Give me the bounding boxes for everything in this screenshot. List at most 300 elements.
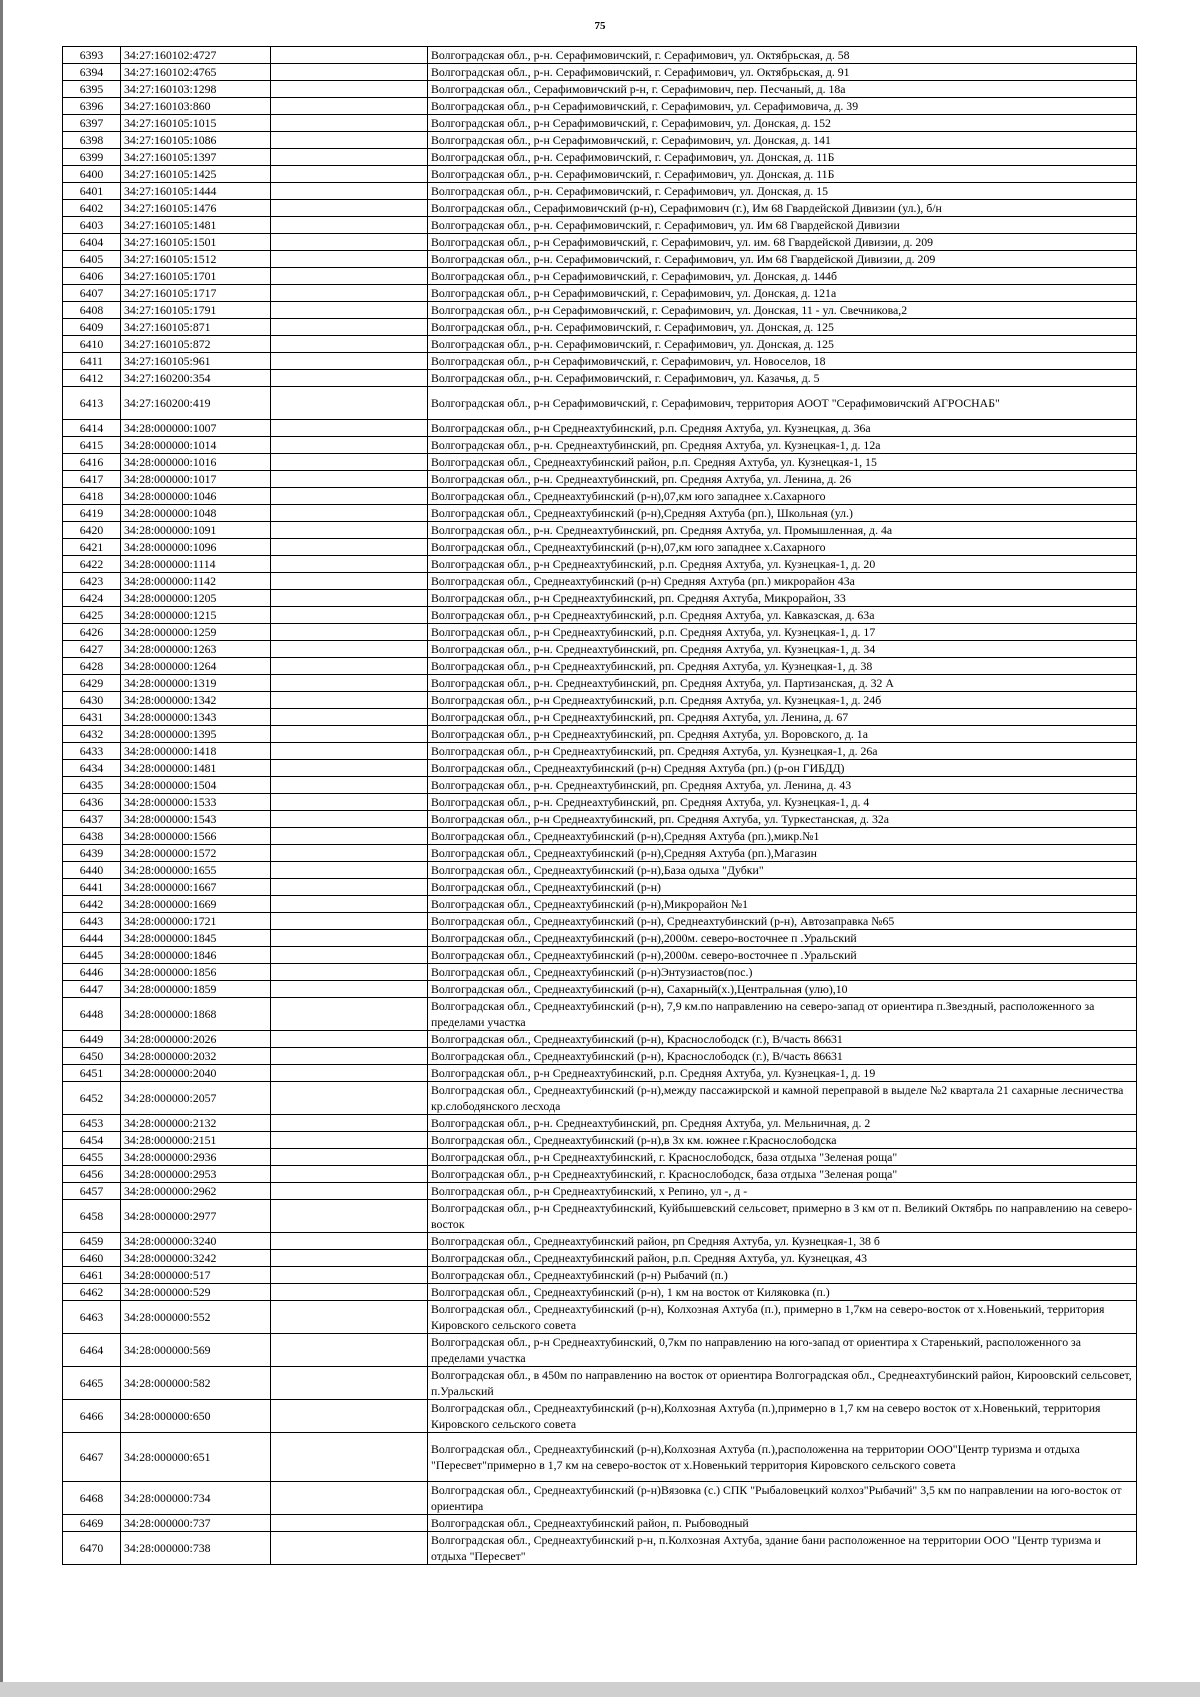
empty-cell: [271, 1183, 428, 1200]
table-row: [63, 709, 1137, 726]
empty-cell: [271, 522, 428, 539]
address-cell: Волгоградская обл., р-н. Серафимовичский, г. Серафимович, ул. Казачья, д. 5: [428, 370, 1137, 387]
address-cell: Волгоградская обл., р-н Серафимовичский, г. Серафимович, ул. Донская, д. 121а: [428, 285, 1137, 302]
row-number-cell: 6430: [63, 692, 121, 709]
empty-cell: [271, 1132, 428, 1149]
table-row: [63, 981, 1137, 998]
cadastral-number-cell: 34:28:000000:1572: [121, 845, 271, 862]
row-number-cell: 6432: [63, 726, 121, 743]
row-number-cell: 6429: [63, 675, 121, 692]
scan-bottom-edge: [0, 1682, 1200, 1697]
cadastral-number-cell: 34:27:160105:1791: [121, 302, 271, 319]
empty-cell: [271, 1200, 428, 1233]
empty-cell: [271, 200, 428, 217]
row-number-cell: 6456: [63, 1166, 121, 1183]
cadastral-number-cell: 34:27:160200:419: [121, 387, 271, 420]
empty-cell: [271, 777, 428, 794]
address-cell: Волгоградская обл., Среднеахтубинский район, п. Рыбоводный: [428, 1515, 1137, 1532]
row-number-cell: 6445: [63, 947, 121, 964]
address-cell: Волгоградская обл., Среднеахтубинский (р-н), 7,9 км.по направлению на северо-запад от ориентира п.Звездный, расположенного за пределами участка: [428, 998, 1137, 1031]
row-number-cell: 6396: [63, 98, 121, 115]
empty-cell: [271, 98, 428, 115]
empty-cell: [271, 862, 428, 879]
empty-cell: [271, 794, 428, 811]
empty-cell: [271, 1400, 428, 1433]
empty-cell: [271, 845, 428, 862]
empty-cell: [271, 1149, 428, 1166]
empty-cell: [271, 1284, 428, 1301]
empty-cell: [271, 624, 428, 641]
row-number-cell: 6415: [63, 437, 121, 454]
address-cell: Волгоградская обл., р-н Серафимовичский, г. Серафимович, территория АООТ "Серафимовичский АГРОСНАБ": [428, 387, 1137, 420]
empty-cell: [271, 743, 428, 760]
table-row: [63, 1367, 1137, 1400]
cadastral-number-cell: 34:27:160105:1476: [121, 200, 271, 217]
row-number-cell: 6469: [63, 1515, 121, 1532]
empty-cell: [271, 1065, 428, 1082]
address-cell: Волгоградская обл., Серафимовичский (р-н), Серафимович (г.), Им 68 Гвардейской Дивизии (ул.), б/н: [428, 200, 1137, 217]
table-row: [63, 777, 1137, 794]
table-row: [63, 1233, 1137, 1250]
address-cell: Волгоградская обл., р-н. Серафимовичский, г. Серафимович, ул. Донская, д. 11Б: [428, 166, 1137, 183]
row-number-cell: 6442: [63, 896, 121, 913]
table-row: [63, 488, 1137, 505]
empty-cell: [271, 607, 428, 624]
cadastral-number-cell: 34:28:000000:1418: [121, 743, 271, 760]
empty-cell: [271, 1482, 428, 1515]
cadastral-number-cell: 34:28:000000:1048: [121, 505, 271, 522]
empty-cell: [271, 1433, 428, 1482]
empty-cell: [271, 981, 428, 998]
address-cell: Волгоградская обл., Среднеахтубинский (р-н),07,км юго западнее х.Сахарного: [428, 488, 1137, 505]
table-row: [63, 387, 1137, 420]
cadastral-number-cell: 34:28:000000:1504: [121, 777, 271, 794]
row-number-cell: 6468: [63, 1482, 121, 1515]
address-cell: Волгоградская обл., р-н Среднеахтубинский, Куйбышевский сельсовет, примерно в 3 км от п. Великий Октябрь по направлению на северо-восток: [428, 1200, 1137, 1233]
row-number-cell: 6455: [63, 1149, 121, 1166]
empty-cell: [271, 675, 428, 692]
table-row: [63, 471, 1137, 488]
address-cell: Волгоградская обл., Среднеахтубинский (р-н),Колхозная Ахтуба (п.),примерно в 1,7 км на северо восток от х.Новенький, территория Кировского сельского совета: [428, 1400, 1137, 1433]
cadastral-number-cell: 34:28:000000:1264: [121, 658, 271, 675]
address-cell: Волгоградская обл., р-н. Среднеахтубинский, рп. Средняя Ахтуба, ул. Кузнецкая-1, д. 12а: [428, 437, 1137, 454]
row-number-cell: 6449: [63, 1031, 121, 1048]
cadastral-number-cell: 34:27:160105:1512: [121, 251, 271, 268]
table-row: [63, 930, 1137, 947]
row-number-cell: 6416: [63, 454, 121, 471]
address-cell: Волгоградская обл., р-н. Среднеахтубинский, рп. Средняя Ахтуба, ул. Ленина, д. 43: [428, 777, 1137, 794]
row-number-cell: 6428: [63, 658, 121, 675]
address-cell: Волгоградская обл., р-н Серафимовичский, г. Серафимович, ул. Донская, д. 152: [428, 115, 1137, 132]
address-cell: Волгоградская обл., Среднеахтубинский (р-н), Краснослободск (г.), В/часть 86631: [428, 1031, 1137, 1048]
address-cell: Волгоградская обл., Среднеахтубинский (р-н), Краснослободск (г.), В/часть 86631: [428, 1048, 1137, 1065]
empty-cell: [271, 1048, 428, 1065]
row-number-cell: 6401: [63, 183, 121, 200]
address-cell: Волгоградская обл., Среднеахтубинский (р-н)Вязовка (с.) СПК "Рыбаловецкий колхоз"Рыбачий" 3,5 км по направлении на юго-восток от ориентира: [428, 1482, 1137, 1515]
address-cell: Волгоградская обл., р-н. Серафимовичский, г. Серафимович, ул. Донская, д. 125: [428, 319, 1137, 336]
cadastral-number-cell: 34:27:160105:1717: [121, 285, 271, 302]
row-number-cell: 6426: [63, 624, 121, 641]
address-cell: Волгоградская обл., р-н Среднеахтубинский, г. Краснослободск, база отдыха "Зеленая роща": [428, 1149, 1137, 1166]
empty-cell: [271, 302, 428, 319]
table-row: [63, 115, 1137, 132]
empty-cell: [271, 166, 428, 183]
row-number-cell: 6408: [63, 302, 121, 319]
empty-cell: [271, 1233, 428, 1250]
cadastral-number-cell: 34:27:160105:872: [121, 336, 271, 353]
empty-cell: [271, 149, 428, 166]
row-number-cell: 6446: [63, 964, 121, 981]
row-number-cell: 6404: [63, 234, 121, 251]
table-row: [63, 251, 1137, 268]
address-cell: Волгоградская обл., р-н Среднеахтубинский, рп. Средняя Ахтуба, Микрорайон, 33: [428, 590, 1137, 607]
row-number-cell: 6418: [63, 488, 121, 505]
table-row: [63, 760, 1137, 777]
cadastral-number-cell: 34:28:000000:1007: [121, 420, 271, 437]
row-number-cell: 6405: [63, 251, 121, 268]
cadastral-number-cell: 34:28:000000:3242: [121, 1250, 271, 1267]
cadastral-number-cell: 34:28:000000:1655: [121, 862, 271, 879]
address-cell: Волгоградская обл., р-н Среднеахтубинский, р.п. Средняя Ахтуба, ул. Кузнецкая, д. 36а: [428, 420, 1137, 437]
table-row: [63, 98, 1137, 115]
address-cell: Волгоградская обл., р-н Среднеахтубинский, г. Краснослободск, база отдыха "Зеленая роща": [428, 1166, 1137, 1183]
address-cell: Волгоградская обл., р-н Среднеахтубинский, р.п. Средняя Ахтуба, ул. Кузнецкая-1, д. 24б: [428, 692, 1137, 709]
table-row: [63, 1433, 1137, 1482]
empty-cell: [271, 573, 428, 590]
cadastral-number-cell: 34:28:000000:651: [121, 1433, 271, 1482]
row-number-cell: 6463: [63, 1301, 121, 1334]
cadastral-number-cell: 34:28:000000:2151: [121, 1132, 271, 1149]
row-number-cell: 6434: [63, 760, 121, 777]
table-row: [63, 624, 1137, 641]
cadastral-number-cell: 34:27:160103:860: [121, 98, 271, 115]
table-row: [63, 1115, 1137, 1132]
row-number-cell: 6419: [63, 505, 121, 522]
address-cell: Волгоградская обл., р-н Среднеахтубинский, рп. Средняя Ахтуба, ул. Кузнецкая-1, д. 38: [428, 658, 1137, 675]
empty-cell: [271, 132, 428, 149]
table-row: [63, 879, 1137, 896]
address-cell: Волгоградская обл., р-н. Среднеахтубинский, рп. Средняя Ахтуба, ул. Партизанская, д. 32 А: [428, 675, 1137, 692]
cadastral-number-cell: 34:27:160105:1444: [121, 183, 271, 200]
address-cell: Волгоградская обл., р-н Среднеахтубинский, рп. Средняя Ахтуба, ул. Ленина, д. 67: [428, 709, 1137, 726]
empty-cell: [271, 590, 428, 607]
table-row: [63, 1250, 1137, 1267]
empty-cell: [271, 760, 428, 777]
empty-cell: [271, 879, 428, 896]
table-row: [63, 1400, 1137, 1433]
table-row: [63, 1267, 1137, 1284]
cadastral-number-cell: 34:28:000000:2032: [121, 1048, 271, 1065]
table-row: [63, 234, 1137, 251]
row-number-cell: 6425: [63, 607, 121, 624]
row-number-cell: 6414: [63, 420, 121, 437]
empty-cell: [271, 285, 428, 302]
row-number-cell: 6393: [63, 47, 121, 64]
empty-cell: [271, 913, 428, 930]
cadastral-number-cell: 34:28:000000:2953: [121, 1166, 271, 1183]
empty-cell: [271, 964, 428, 981]
table-row: [63, 539, 1137, 556]
address-cell: Волгоградская обл., Среднеахтубинский (р-н)Энтузиастов(пос.): [428, 964, 1137, 981]
table-row: [63, 420, 1137, 437]
cadastral-number-cell: 34:27:160105:1501: [121, 234, 271, 251]
address-cell: Волгоградская обл., Среднеахтубинский (р-н),Микрорайон №1: [428, 896, 1137, 913]
table-row: [63, 149, 1137, 166]
empty-cell: [271, 998, 428, 1031]
empty-cell: [271, 1166, 428, 1183]
empty-cell: [271, 81, 428, 98]
address-cell: Волгоградская обл., р-н. Среднеахтубинский, рп. Средняя Ахтуба, ул. Промышленная, д. 4а: [428, 522, 1137, 539]
empty-cell: [271, 556, 428, 573]
table-row: [63, 1031, 1137, 1048]
table-row: [63, 437, 1137, 454]
table-row: [63, 319, 1137, 336]
page-number: 75: [594, 20, 606, 32]
table-row: [63, 47, 1137, 64]
cadastral-number-cell: 34:27:160105:1425: [121, 166, 271, 183]
empty-cell: [271, 1367, 428, 1400]
table-row: [63, 573, 1137, 590]
cadastral-number-cell: 34:28:000000:1342: [121, 692, 271, 709]
row-number-cell: 6410: [63, 336, 121, 353]
row-number-cell: 6447: [63, 981, 121, 998]
address-cell: Волгоградская обл., Среднеахтубинский район, рп Средняя Ахтуба, ул. Кузнецкая-1, 38 б: [428, 1233, 1137, 1250]
row-number-cell: 6431: [63, 709, 121, 726]
cadastral-number-cell: 34:28:000000:1845: [121, 930, 271, 947]
row-number-cell: 6397: [63, 115, 121, 132]
address-cell: Волгоградская обл., р-н Серафимовичский, г. Серафимович, ул. Новоселов, 18: [428, 353, 1137, 370]
address-cell: Волгоградская обл., р-н Среднеахтубинский, р.п. Средняя Ахтуба, ул. Кузнецкая-1, д. 20: [428, 556, 1137, 573]
address-cell: Волгоградская обл., Среднеахтубинский (р-н),07,км юго западнее х.Сахарного: [428, 539, 1137, 556]
cadastral-number-cell: 34:28:000000:2936: [121, 1149, 271, 1166]
empty-cell: [271, 1250, 428, 1267]
empty-cell: [271, 1515, 428, 1532]
table-row: [63, 522, 1137, 539]
cadastral-number-cell: 34:28:000000:1859: [121, 981, 271, 998]
cadastral-number-cell: 34:28:000000:1016: [121, 454, 271, 471]
address-cell: Волгоградская обл., Серафимовичский р-н, г. Серафимович, пер. Песчаный, д. 18а: [428, 81, 1137, 98]
row-number-cell: 6400: [63, 166, 121, 183]
cadastral-number-cell: 34:28:000000:3240: [121, 1233, 271, 1250]
cadastral-number-cell: 34:28:000000:1721: [121, 913, 271, 930]
address-cell: Волгоградская обл., Среднеахтубинский р-н, п.Колхозная Ахтуба, здание бани расположенное на территории ООО "Центр туризма и отдыха "Пересвет": [428, 1532, 1137, 1565]
address-cell: Волгоградская обл., р-н Серафимовичский, г. Серафимович, ул. Донская, д. 144б: [428, 268, 1137, 285]
address-cell: Волгоградская обл., р-н Серафимовичский, г. Серафимович, ул. Донская, д. 141: [428, 132, 1137, 149]
address-cell: Волгоградская обл., р-н Среднеахтубинский, 0,7км по направлению на юго-запад от ориентира х Старенький, расположенного за пределами участка: [428, 1334, 1137, 1367]
table-row: [63, 505, 1137, 522]
cadastral-number-cell: 34:28:000000:1319: [121, 675, 271, 692]
row-number-cell: 6409: [63, 319, 121, 336]
empty-cell: [271, 1267, 428, 1284]
address-cell: Волгоградская обл., р-н Серафимовичский, г. Серафимович, ул. Серафимовича, д. 39: [428, 98, 1137, 115]
empty-cell: [271, 1115, 428, 1132]
row-number-cell: 6437: [63, 811, 121, 828]
row-number-cell: 6413: [63, 387, 121, 420]
empty-cell: [271, 47, 428, 64]
table-row: [63, 828, 1137, 845]
empty-cell: [271, 828, 428, 845]
row-number-cell: 6421: [63, 539, 121, 556]
empty-cell: [271, 930, 428, 947]
cadastral-number-cell: 34:28:000000:552: [121, 1301, 271, 1334]
address-cell: Волгоградская обл., Среднеахтубинский (р-н),База одыха "Дубки": [428, 862, 1137, 879]
table-row: [63, 845, 1137, 862]
empty-cell: [271, 505, 428, 522]
row-number-cell: 6465: [63, 1367, 121, 1400]
empty-cell: [271, 319, 428, 336]
cadastral-number-cell: 34:28:000000:1114: [121, 556, 271, 573]
scan-edge: [0, 0, 3, 1697]
row-number-cell: 6423: [63, 573, 121, 590]
address-cell: Волгоградская обл., р-н. Среднеахтубинский, рп. Средняя Ахтуба, ул. Кузнецкая-1, д. 4: [428, 794, 1137, 811]
empty-cell: [271, 268, 428, 285]
table-row: [63, 1284, 1137, 1301]
cadastral-number-cell: 34:27:160105:1701: [121, 268, 271, 285]
table-row: [63, 200, 1137, 217]
address-cell: Волгоградская обл., в 450м по направлению на восток от ориентира Волгоградская обл., Среднеахтубинский район, Кироовский сельсовет, п.Уральский: [428, 1367, 1137, 1400]
cadastral-number-cell: 34:27:160102:4727: [121, 47, 271, 64]
address-cell: Волгоградская обл., р-н Серафимовичский, г. Серафимович, ул. им. 68 Гвардейской Дивизии, д. 209: [428, 234, 1137, 251]
table-row: [63, 1166, 1137, 1183]
row-number-cell: 6466: [63, 1400, 121, 1433]
cadastral-number-cell: 34:27:160105:871: [121, 319, 271, 336]
empty-cell: [271, 811, 428, 828]
address-cell: Волгоградская обл., Среднеахтубинский (р-н),Средняя Ахтуба (рп.),микр.№1: [428, 828, 1137, 845]
table-row: [63, 641, 1137, 658]
row-number-cell: 6459: [63, 1233, 121, 1250]
table-row: [63, 285, 1137, 302]
cadastral-number-cell: 34:28:000000:1481: [121, 760, 271, 777]
table-row: [63, 947, 1137, 964]
table-row: [63, 217, 1137, 234]
cadastral-number-cell: 34:27:160105:961: [121, 353, 271, 370]
address-cell: Волгоградская обл., Среднеахтубинский (р-н),2000м. северо-восточнее п .Уральский: [428, 947, 1137, 964]
empty-cell: [271, 420, 428, 437]
empty-cell: [271, 658, 428, 675]
table-row: [63, 607, 1137, 624]
row-number-cell: 6467: [63, 1433, 121, 1482]
row-number-cell: 6439: [63, 845, 121, 862]
cadastral-number-cell: 34:28:000000:517: [121, 1267, 271, 1284]
empty-cell: [271, 454, 428, 471]
cadastral-number-cell: 34:28:000000:1533: [121, 794, 271, 811]
table-row: [63, 1082, 1137, 1115]
cadastral-number-cell: 34:28:000000:529: [121, 1284, 271, 1301]
row-number-cell: 6412: [63, 370, 121, 387]
row-number-cell: 6407: [63, 285, 121, 302]
cadastral-number-cell: 34:28:000000:2040: [121, 1065, 271, 1082]
empty-cell: [271, 1334, 428, 1367]
cadastral-number-cell: 34:28:000000:1259: [121, 624, 271, 641]
table-row: [63, 1200, 1137, 1233]
address-cell: Волгоградская обл., Среднеахтубинский (р-н), Колхозная Ахтуба (п.), примерно в 1,7км на северо-восток от х.Новенький, территория Кировского сельского совета: [428, 1301, 1137, 1334]
cadastral-number-cell: 34:28:000000:650: [121, 1400, 271, 1433]
cadastral-number-cell: 34:28:000000:2962: [121, 1183, 271, 1200]
row-number-cell: 6399: [63, 149, 121, 166]
address-cell: Волгоградская обл., р-н. Серафимовичский, г. Серафимович, ул. Донская, д. 11Б: [428, 149, 1137, 166]
cadastral-number-cell: 34:28:000000:1046: [121, 488, 271, 505]
address-cell: Волгоградская обл., Среднеахтубинский (р-н),2000м. северо-восточнее п .Уральский: [428, 930, 1137, 947]
row-number-cell: 6458: [63, 1200, 121, 1233]
address-cell: Волгоградская обл., Среднеахтубинский (р-н),в 3х км. южнее г.Краснослободска: [428, 1132, 1137, 1149]
table-row: [63, 1048, 1137, 1065]
row-number-cell: 6440: [63, 862, 121, 879]
table-row: [63, 302, 1137, 319]
table-row: [63, 353, 1137, 370]
address-cell: Волгоградская обл., Среднеахтубинский (р-н), Сахарный(х.),Центральная (улю),10: [428, 981, 1137, 998]
table-row: [63, 811, 1137, 828]
row-number-cell: 6420: [63, 522, 121, 539]
row-number-cell: 6470: [63, 1532, 121, 1565]
cadastral-number-cell: 34:27:160103:1298: [121, 81, 271, 98]
address-cell: Волгоградская обл., р-н Среднеахтубинский, рп. Средняя Ахтуба, ул. Кузнецкая-1, д. 26а: [428, 743, 1137, 760]
row-number-cell: 6457: [63, 1183, 121, 1200]
row-number-cell: 6406: [63, 268, 121, 285]
table-row: [63, 1132, 1137, 1149]
empty-cell: [271, 64, 428, 81]
empty-cell: [271, 217, 428, 234]
empty-cell: [271, 1301, 428, 1334]
cadastral-number-cell: 34:28:000000:738: [121, 1532, 271, 1565]
address-cell: Волгоградская обл., р-н. Среднеахтубинский, рп. Средняя Ахтуба, ул. Кузнецкая-1, д. 34: [428, 641, 1137, 658]
address-cell: Волгоградская обл., р-н Среднеахтубинский, р.п. Средняя Ахтуба, ул. Кавказская, д. 63а: [428, 607, 1137, 624]
row-number-cell: 6402: [63, 200, 121, 217]
table-row: [63, 1301, 1137, 1334]
address-cell: Волгоградская обл., р-н. Серафимовичский, г. Серафимович, ул. Донская, д. 125: [428, 336, 1137, 353]
address-cell: Волгоградская обл., р-н Среднеахтубинский, р.п. Средняя Ахтуба, ул. Кузнецкая-1, д. 19: [428, 1065, 1137, 1082]
table-row: [63, 913, 1137, 930]
empty-cell: [271, 234, 428, 251]
table-row: [63, 743, 1137, 760]
address-cell: Волгоградская обл., Среднеахтубинский (р-н) Средняя Ахтуба (рп.) микрорайон 43а: [428, 573, 1137, 590]
cadastral-number-cell: 34:28:000000:1395: [121, 726, 271, 743]
table-row: [63, 166, 1137, 183]
table-row: [63, 336, 1137, 353]
table-row: [63, 1149, 1137, 1166]
cadastral-number-cell: 34:28:000000:1096: [121, 539, 271, 556]
empty-cell: [271, 488, 428, 505]
cadastral-number-cell: 34:28:000000:2132: [121, 1115, 271, 1132]
cadastral-number-cell: 34:28:000000:582: [121, 1367, 271, 1400]
row-number-cell: 6424: [63, 590, 121, 607]
table-row: [63, 132, 1137, 149]
row-number-cell: 6436: [63, 794, 121, 811]
address-cell: Волгоградская обл., р-н Серафимовичский, г. Серафимович, ул. Донская, 11 - ул. Свечникова,2: [428, 302, 1137, 319]
row-number-cell: 6433: [63, 743, 121, 760]
empty-cell: [271, 437, 428, 454]
table-row: [63, 370, 1137, 387]
table-row: [63, 692, 1137, 709]
table-row: [63, 658, 1137, 675]
empty-cell: [271, 726, 428, 743]
table-row: [63, 1065, 1137, 1082]
table-row: [63, 454, 1137, 471]
cadastral-number-cell: 34:28:000000:1846: [121, 947, 271, 964]
table-row: [63, 964, 1137, 981]
row-number-cell: 6435: [63, 777, 121, 794]
empty-cell: [271, 183, 428, 200]
table-row: [63, 64, 1137, 81]
address-cell: Волгоградская обл., Среднеахтубинский (р-н),Средняя Ахтуба (рп.),Магазин: [428, 845, 1137, 862]
address-cell: Волгоградская обл., Среднеахтубинский район, р.п. Средняя Ахтуба, ул. Кузнецкая-1, 15: [428, 454, 1137, 471]
cadastral-number-cell: 34:28:000000:1868: [121, 998, 271, 1031]
empty-cell: [271, 692, 428, 709]
empty-cell: [271, 336, 428, 353]
cadastral-number-cell: 34:28:000000:1566: [121, 828, 271, 845]
row-number-cell: 6403: [63, 217, 121, 234]
cadastral-number-cell: 34:28:000000:737: [121, 1515, 271, 1532]
table-row: [63, 1334, 1137, 1367]
